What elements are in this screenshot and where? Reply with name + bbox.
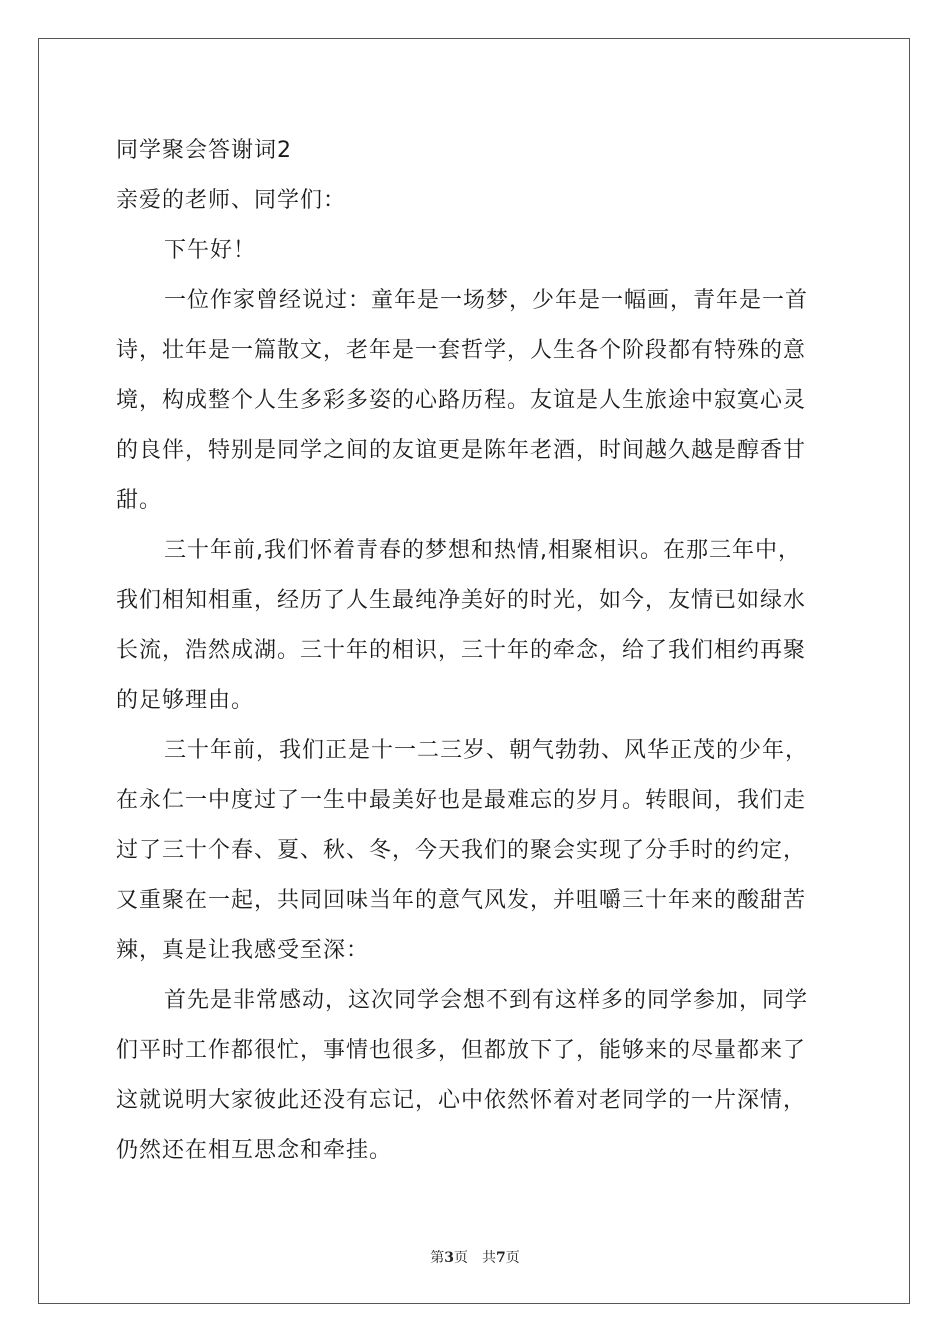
paragraph-3-line-3: 过了三十个春、夏、秋、冬，今天我们的聚会实现了分手时的约定， xyxy=(116,838,807,863)
paragraph-1-line-5: 甜。 xyxy=(116,488,163,513)
paragraph-3-line-4: 又重聚在一起，共同回味当年的意气风发，并咀嚼三十年来的酸甜苦 xyxy=(116,888,807,913)
paragraph-2-line-2: 我们相知相重，经历了人生最纯净美好的时光，如今，友情已如绿水 xyxy=(116,588,807,613)
paragraph-2-line-3: 长流，浩然成湖。三十年的相识，三十年的牵念，给了我们相约再聚 xyxy=(116,638,807,663)
paragraph-4-line-4: 仍然还在相互思念和牵挂。 xyxy=(116,1138,393,1163)
page-current: 3 xyxy=(444,1250,454,1266)
paragraph-3-line-2: 在永仁一中度过了一生中最美好也是最难忘的岁月。转眼间，我们走 xyxy=(116,788,807,813)
paragraph-4-line-1: 首先是非常感动，这次同学会想不到有这样多的同学参加，同学 xyxy=(164,988,809,1013)
paragraph-1-line-3: 境，构成整个人生多彩多姿的心路历程。友谊是人生旅途中寂寞心灵 xyxy=(116,388,807,413)
page-number-footer xyxy=(0,1247,950,1267)
document-title: 同学聚会答谢词2 xyxy=(116,138,292,163)
paragraph-2-line-4: 的足够理由。 xyxy=(116,688,255,713)
page-suffix: 页 xyxy=(505,1250,520,1266)
paragraph-4-line-2: 们平时工作都很忙，事情也很多，但都放下了，能够来的尽量都来了 xyxy=(116,1038,807,1063)
paragraph-2-line-1: 三十年前,我们怀着青春的梦想和热情,相聚相识。在那三年中， xyxy=(164,538,801,563)
page-total: 7 xyxy=(496,1250,506,1266)
paragraph-3-line-1: 三十年前，我们正是十一二三岁、朝气勃勃、风华正茂的少年， xyxy=(164,738,809,763)
paragraph-1-line-4: 的良伴，特别是同学之间的友谊更是陈年老酒，时间越久越是醇香甘 xyxy=(116,438,807,463)
paragraph-1-line-2: 诗，壮年是一篇散文，老年是一套哲学，人生各个阶段都有特殊的意 xyxy=(116,338,807,363)
page-mid: 页 共 xyxy=(454,1250,496,1266)
paragraph-4-line-3: 这就说明大家彼此还没有忘记，心中依然怀着对老同学的一片深情， xyxy=(116,1088,807,1113)
paragraph-1-line-1: 一位作家曾经说过：童年是一场梦，少年是一幅画，青年是一首 xyxy=(164,288,809,313)
paragraph-3-line-5: 辣，真是让我感受至深： xyxy=(116,938,370,963)
salutation: 亲爱的老师、同学们： xyxy=(116,188,347,213)
page-prefix: 第 xyxy=(430,1250,445,1266)
document-body xyxy=(116,126,836,1176)
greeting: 下午好！ xyxy=(164,238,257,263)
